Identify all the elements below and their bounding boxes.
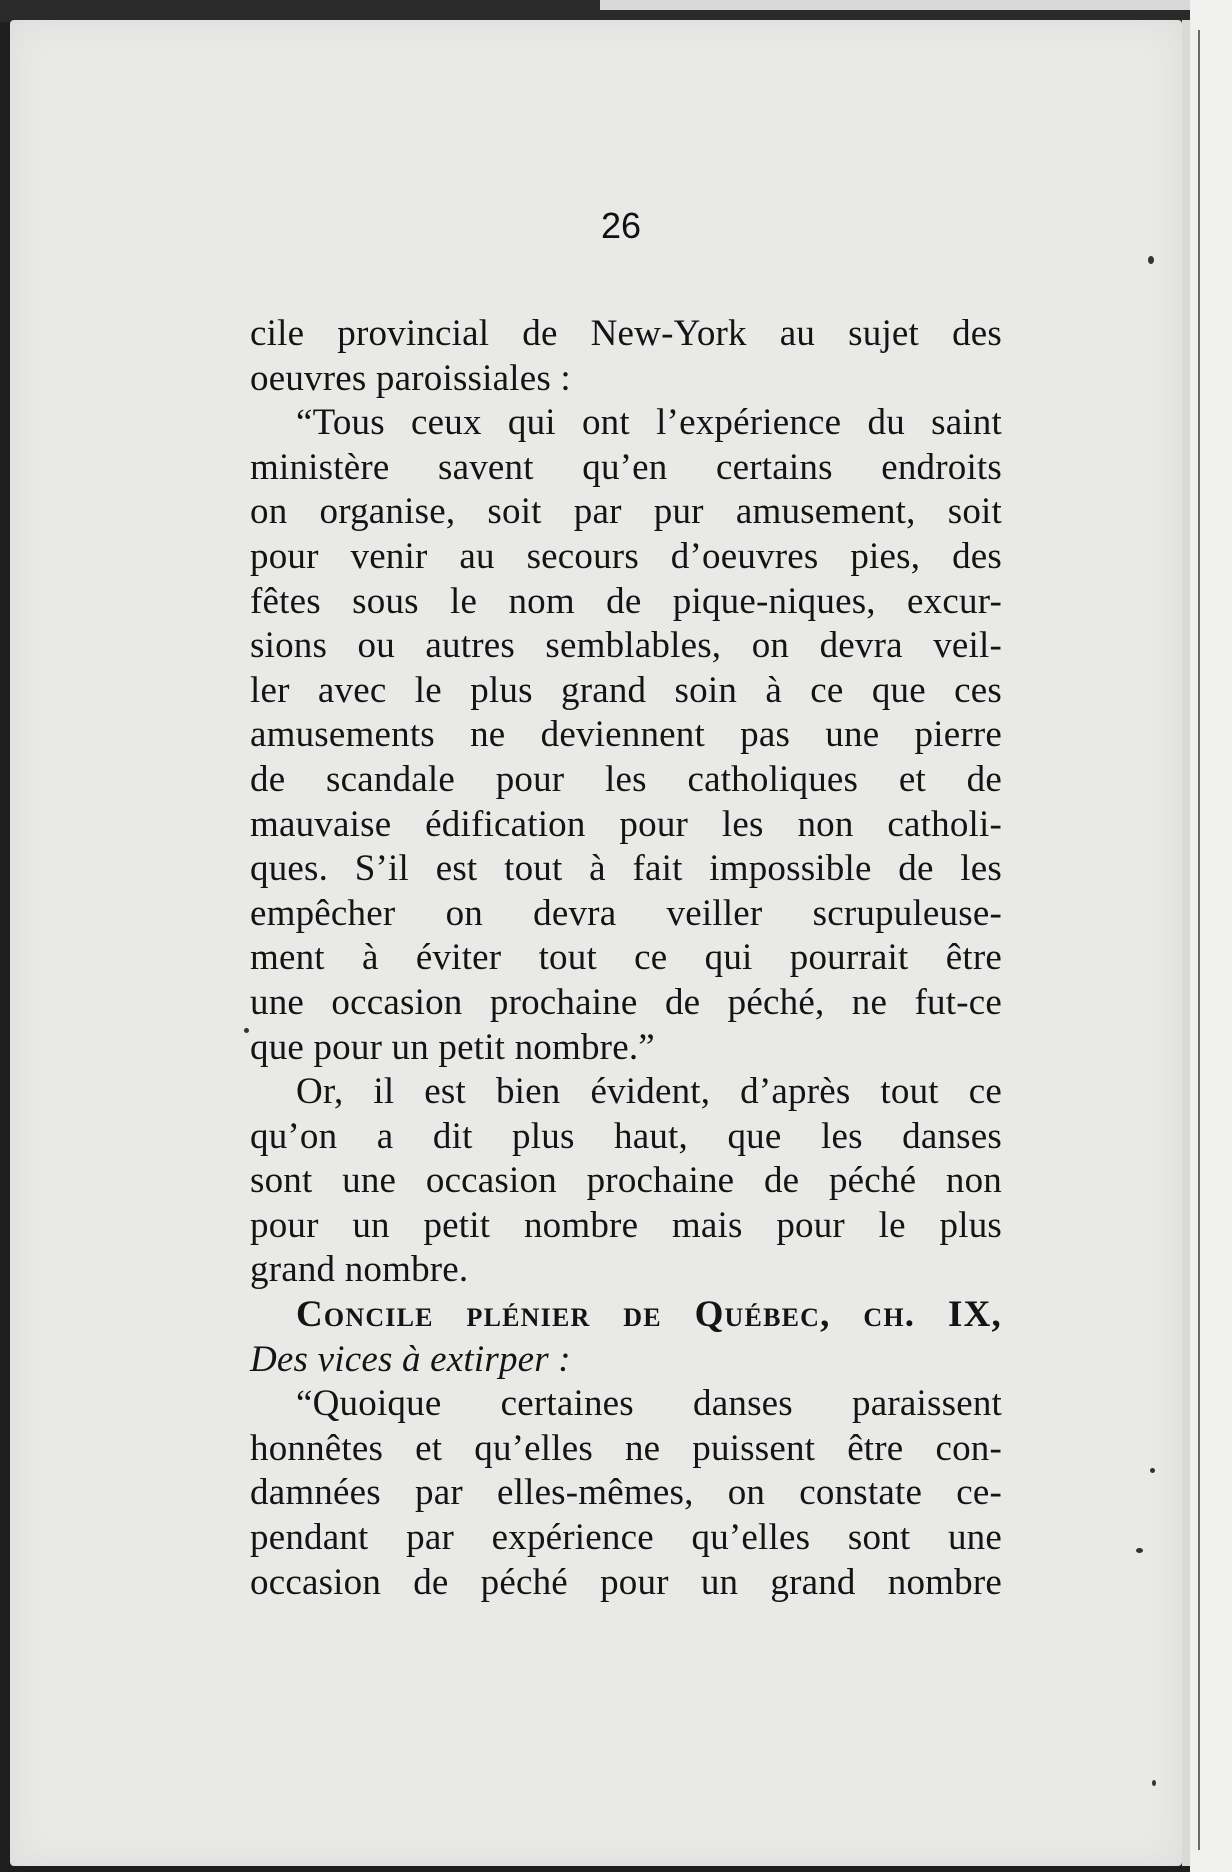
text-line: de scandale pour les catholiques et de: [250, 758, 1002, 800]
text-line: ment à éviter tout ce qui pourrait être: [250, 937, 1002, 979]
text-line: empêcher on devra veiller scrupuleuse-: [250, 892, 1002, 934]
text-line: honnêtes et qu’elles ne puissent être con-: [250, 1427, 1002, 1469]
scan-speck: [244, 1028, 249, 1033]
text-line: mauvaise édification pour les non catholi-: [250, 803, 1002, 845]
text-line: pour venir au secours d’oeuvres pies, des: [250, 535, 1002, 577]
page-text: [250, 312, 1002, 1605]
section-subheading: Des vices à extirper :: [250, 1338, 571, 1380]
text-line: Or, il est bien évident, d’après tout ce: [296, 1071, 1002, 1113]
text-line: pour un petit nombre mais pour le plus: [250, 1204, 1002, 1246]
text-line: fêtes sous le nom de pique-niques, excur-: [250, 580, 1002, 622]
page-edge-line: [1198, 30, 1200, 1850]
text-line: damnées par elles-mêmes, on constate ce-: [250, 1472, 1002, 1514]
text-line: que pour un petit nombre.”: [250, 1026, 655, 1068]
text-line: “Tous ceux qui ont l’expérience du saint: [296, 402, 1002, 444]
scan-speck: [1148, 256, 1154, 264]
text-line: qu’on a dit plus haut, que les danses: [250, 1115, 1002, 1157]
page-number: 26: [600, 205, 642, 246]
text-line: ministère savent qu’en certains endroits: [250, 446, 1002, 488]
text-line: une occasion prochaine de péché, ne fut-ce: [250, 981, 1002, 1023]
page-spine-shadow: [1182, 20, 1190, 1866]
text-line: sions ou autres semblables, on devra veil-: [250, 625, 1002, 667]
text-line: sont une occasion prochaine de péché non: [250, 1160, 1002, 1202]
text-line: grand nombre.: [250, 1249, 469, 1291]
text-line: pendant par expérience qu’elles sont une: [250, 1517, 1002, 1559]
section-heading: Concile plénier de Québec, ch. IX,: [296, 1294, 1002, 1336]
text-line: “Quoique certaines danses paraissent: [296, 1383, 1002, 1425]
scan-speck: [1150, 1468, 1155, 1473]
text-line: cile provincial de New-York au sujet des: [250, 313, 1002, 354]
next-page-edge: [1190, 0, 1232, 1872]
text-line: oeuvres paroissiales :: [250, 357, 571, 399]
text-line: occasion de péché pour un grand nombre: [250, 1561, 1002, 1603]
scan-speck: [1152, 1780, 1156, 1786]
scan-speck: [1136, 1548, 1143, 1553]
text-line: on organise, soit par pur amusement, soit: [250, 491, 1002, 533]
adjacent-page-edge: [600, 0, 1232, 10]
scan-top-border: [0, 0, 1232, 22]
text-line: ques. S’il est tout à fait impossible de les: [250, 848, 1002, 890]
text-line: amusements ne deviennent pas une pierre: [250, 714, 1002, 756]
text-line: ler avec le plus grand soin à ce que ces: [250, 669, 1002, 711]
